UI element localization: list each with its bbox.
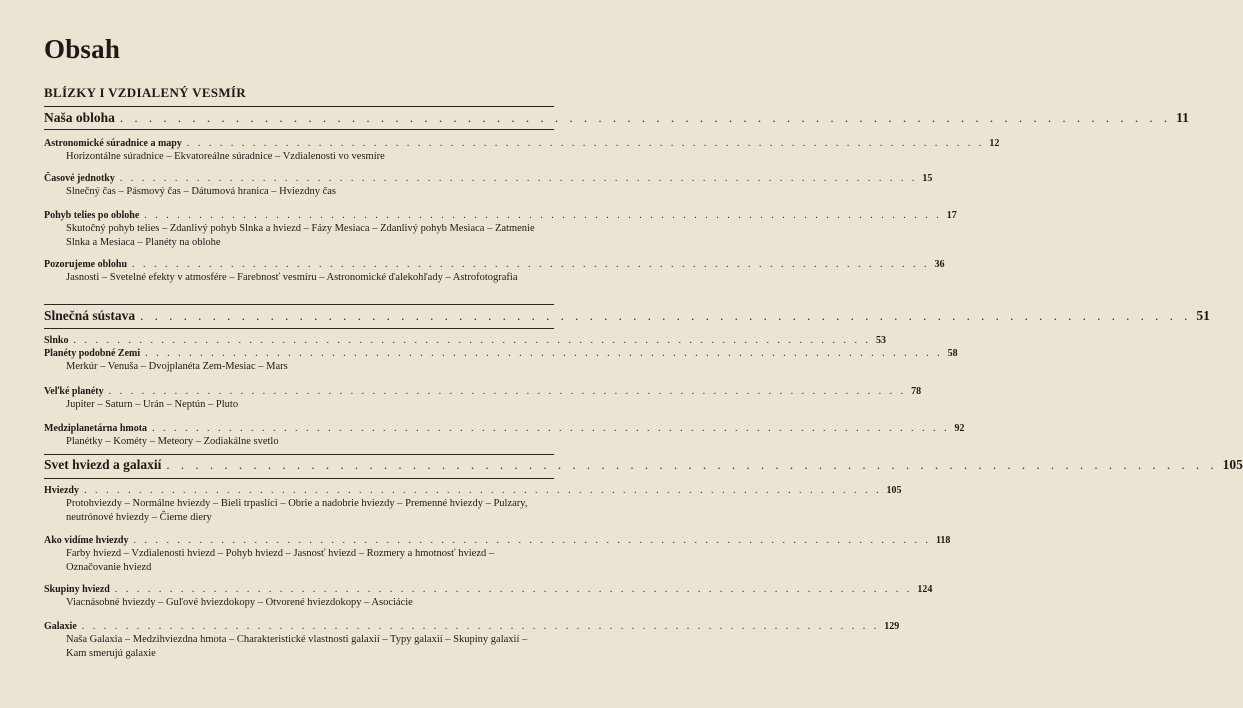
part-title: BLÍZKY I VZDIALENÝ VESMÍR	[44, 85, 246, 100]
leader-dots: . . . . . . . . . . . . . . . . . . . . . . . . . . . . . . . . . . . . . . . . . . . . . . . . . . . . . . . . . . . . . . . . . . . . . . . . .	[152, 423, 950, 434]
page-number: 124	[917, 584, 933, 595]
page-title: Obsah	[44, 34, 121, 64]
page-number: 36	[934, 259, 945, 270]
page-number: 51	[1196, 308, 1210, 323]
leader-dots: . . . . . . . . . . . . . . . . . . . . . . . . . . . . . . . . . . . . . . . . . . . . . . . . . . . . . . . . . . . . . . . . . . . . . . . . .	[144, 210, 942, 221]
section-title: Skupiny hviezd	[44, 584, 110, 595]
leader-dots: . . . . . . . . . . . . . . . . . . . . . . . . . . . . . . . . . . . . . . . . . . . . . . . . . . . . . . . . . . . . . . . . . . . . . . . . .	[81, 621, 880, 632]
chapter-title: Svet hviezd a galaxií	[44, 457, 162, 472]
toc-section[interactable]	[44, 535, 951, 574]
leader-dots: . . . . . . . . . . . . . . . . . . . . . . . . . . . . . . . . . . . . . . . . . . . . . . . . . . . . . . . . . . . . . . . . . . . . . . . . .	[119, 173, 918, 184]
page-number: 118	[935, 535, 951, 546]
toc-chapter[interactable]	[44, 110, 1189, 126]
leader-dots: . . . . . . . . . . . . . . . . . . . . . . . . . . . . . . . . . . . . . . . . . . . . . . . . . . . . . . . . . . . . . . . . . . . . . . . . .	[114, 584, 913, 595]
section-topics: Planétky – Kométy – Meteory – Zodiakálne svetlo	[66, 436, 279, 447]
leader-dots: . . . . . . . . . . . . . . . . . . . . . . . . . . . . . . . . . . . . . . . . . . . . . . . . . . . . . . . . . . . . . . . . . . . . . . . . .	[145, 348, 943, 359]
page-number: 92	[954, 423, 965, 434]
leader-dots: . . . . . . . . . . . . . . . . . . . . . . . . . . . . . . . . . . . . . . . . . . . . . . . . . . . . . . . . . . . . . . . . . . . . . . . . .	[119, 110, 1172, 125]
page-number: 105	[886, 485, 902, 496]
page-number: 11	[1176, 110, 1189, 125]
toc-section[interactable]	[44, 621, 900, 660]
leader-dots: . . . . . . . . . . . . . . . . . . . . . . . . . . . . . . . . . . . . . . . . . . . . . . . . . . . . . . . . . . . . . . . . . . . . . . . . .	[108, 386, 907, 397]
divider	[44, 454, 554, 455]
page-number: 17	[946, 210, 957, 221]
leader-dots: . . . . . . . . . . . . . . . . . . . . . . . . . . . . . . . . . . . . . . . . . . . . . . . . . . . . . . . . . . . . . . . . . . . . . . . . .	[186, 138, 985, 149]
section-topics: Merkúr – Venuša – Dvojplanéta Zem-Mesiac – Mars	[66, 361, 288, 372]
section-topics: Naša Galaxia – Medzihviezdna hmota – Charakteristické vlastnosti galaxií – Typy galaxií – Skupiny galaxií – Kam smerujú galaxie	[66, 634, 528, 659]
section-topics: Skutočný pohyb telies – Zdanlivý pohyb Slnka a hviezd – Fázy Mesiaca – Zdanlivý pohyb Mesiaca – Zatmenie Slnka a Mesiaca – Planéty na oblohe	[66, 223, 535, 248]
section-title: Planéty podobné Zemi	[44, 348, 141, 359]
toc-chapter[interactable]	[44, 308, 1210, 324]
section-title: Medziplanetárna hmota	[44, 423, 148, 434]
toc-section[interactable]	[44, 210, 957, 249]
toc-section[interactable]	[44, 423, 965, 449]
toc-section[interactable]	[44, 348, 958, 374]
toc-chapter[interactable]	[44, 457, 1243, 473]
section-title: Galaxie	[44, 621, 77, 632]
section-title: Časové jednotky	[44, 173, 115, 184]
toc-section[interactable]	[44, 584, 933, 610]
section-topics: Farby hviezd – Vzdialenosti hviezd – Pohyb hviezd – Jasnosť hviezd – Rozmery a hmotnosť hviezd – Označovanie hviezd	[66, 548, 495, 573]
leader-dots: . . . . . . . . . . . . . . . . . . . . . . . . . . . . . . . . . . . . . . . . . . . . . . . . . . . . . . . . . . . . . . . . . . . . . . . . .	[132, 259, 930, 270]
page-number: 105	[1222, 457, 1243, 472]
section-topics: Slnečný čas – Pásmový čas – Dátumová hranica – Hviezdny čas	[66, 186, 337, 197]
chapter-title: Naša obloha	[44, 110, 115, 125]
page-number: 129	[884, 621, 900, 632]
section-title: Slnko	[44, 335, 69, 346]
page-number: 12	[989, 138, 1000, 149]
section-topics: Viacnásobné hviezdy – Guľové hviezdokopy – Otvorené hviezdokopy – Asociácie	[66, 597, 413, 608]
section-topics: Jasnosti – Svetelné efekty v atmosfére – Farebnosť vesmíru – Astronomické ďalekohľady – Astrofotografia	[66, 272, 518, 283]
divider	[44, 478, 554, 479]
page-number: 15	[922, 173, 933, 184]
leader-dots: . . . . . . . . . . . . . . . . . . . . . . . . . . . . . . . . . . . . . . . . . . . . . . . . . . . . . . . . . . . . . . . . . . . . . . . . .	[73, 335, 871, 346]
chapter-title: Slnečná sústava	[44, 308, 136, 323]
section-topics: Jupiter – Saturn – Urán – Neptún – Pluto	[66, 399, 239, 410]
section-title: Pohyb telies po oblohe	[44, 210, 140, 221]
divider	[44, 129, 554, 130]
section-title: Hviezdy	[44, 485, 79, 496]
leader-dots: . . . . . . . . . . . . . . . . . . . . . . . . . . . . . . . . . . . . . . . . . . . . . . . . . . . . . . . . . . . . . . . . . . . . . . . . .	[166, 457, 1218, 472]
section-title: Astronomické súradnice a mapy	[44, 138, 182, 149]
section-title: Pozorujeme oblohu	[44, 259, 128, 270]
toc-section[interactable]	[44, 259, 945, 285]
toc-section[interactable]	[44, 138, 1000, 164]
leader-dots: . . . . . . . . . . . . . . . . . . . . . . . . . . . . . . . . . . . . . . . . . . . . . . . . . . . . . . . . . . . . . . . . . . . . . . . . .	[140, 308, 1192, 323]
divider	[44, 304, 554, 305]
toc-section[interactable]	[44, 386, 922, 412]
divider	[44, 328, 554, 329]
page-number: 53	[875, 335, 886, 346]
toc-section[interactable]	[44, 485, 902, 524]
page-number: 58	[947, 348, 958, 359]
toc-section[interactable]	[44, 335, 886, 346]
leader-dots: . . . . . . . . . . . . . . . . . . . . . . . . . . . . . . . . . . . . . . . . . . . . . . . . . . . . . . . . . . . . . . . . . . . . . . . . .	[84, 485, 882, 496]
section-topics: Horizontálne súradnice – Ekvatoreálne súradnice – Vzdialenosti vo vesmíre	[66, 151, 385, 162]
section-title: Ako vidíme hviezdy	[44, 535, 129, 546]
section-title: Veľké planéty	[44, 386, 104, 397]
page-number: 78	[911, 386, 922, 397]
section-topics: Protohviezdy – Normálne hviezdy – Bieli trpaslíci – Obrie a nadobrie hviezdy – Premenné hviezdy – Pulzary, neutrónové hviezdy – Čierne diery	[66, 498, 528, 523]
divider	[44, 106, 554, 107]
leader-dots: . . . . . . . . . . . . . . . . . . . . . . . . . . . . . . . . . . . . . . . . . . . . . . . . . . . . . . . . . . . . . . . . . . . . . . . . .	[133, 535, 931, 546]
toc-section[interactable]	[44, 173, 933, 199]
